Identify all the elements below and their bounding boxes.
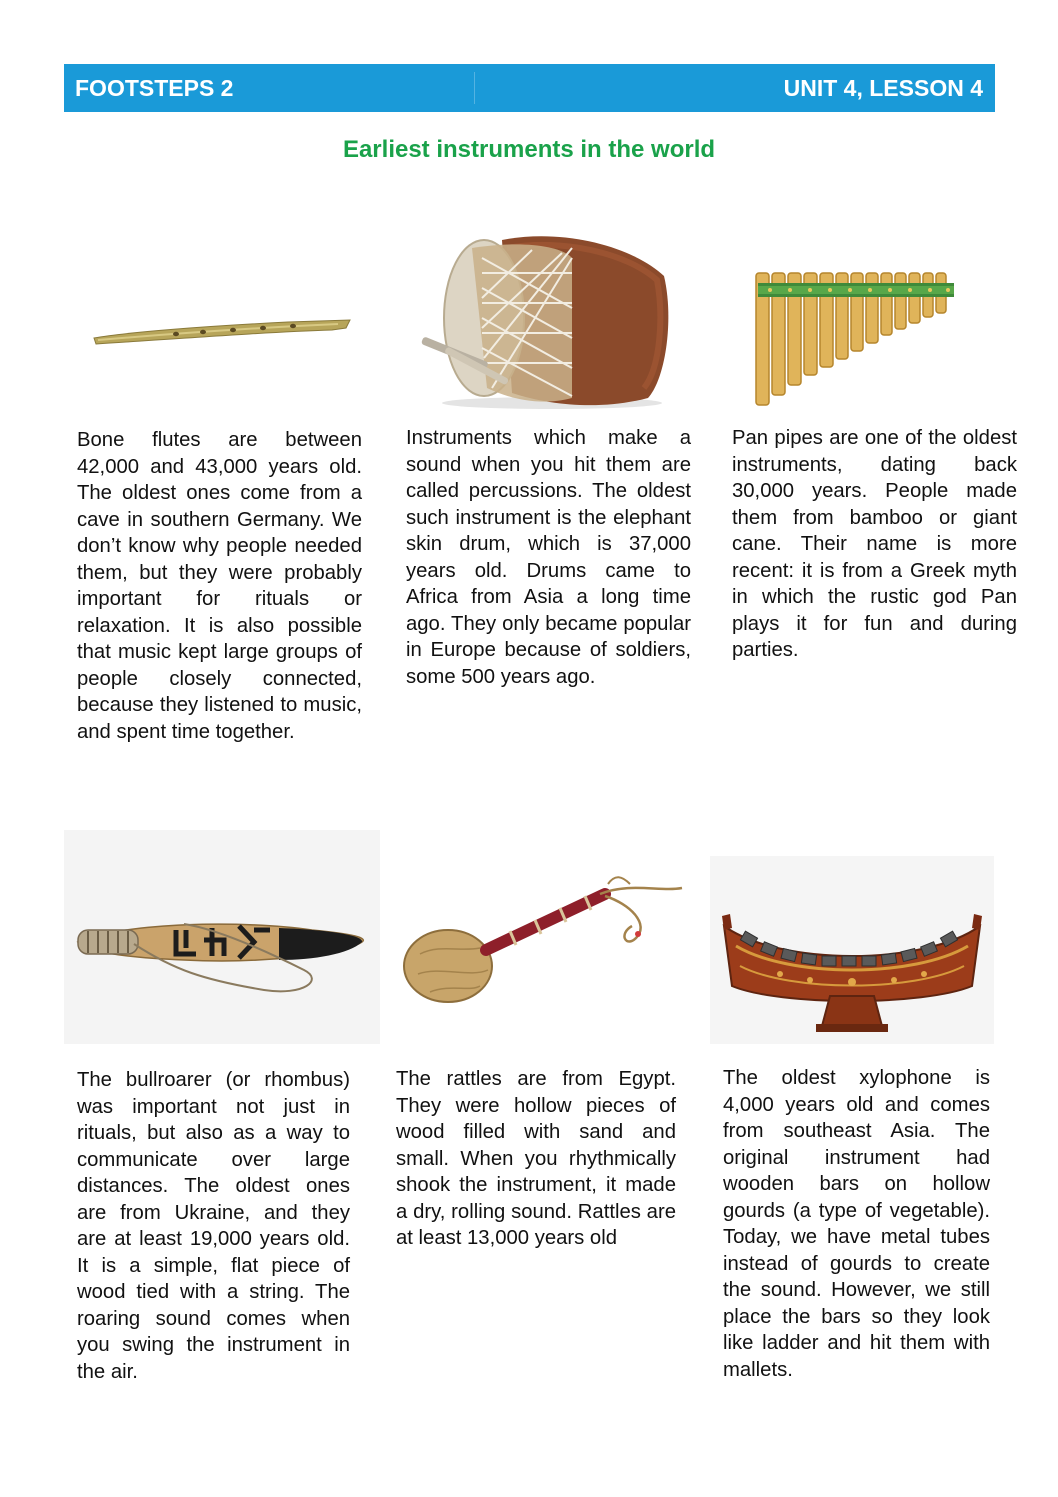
bone-flute-text: Bone flutes are between 42,000 and 43,000 years old. The oldest ones come from a cave in southern Germany. We don’t know why people needed them, but they were probably important for rituals or relaxation. It is also possible that music kept large groups of people closely connected, because they listened to music, and spent time together. <box>77 429 362 743</box>
header-course-title: FOOTSTEPS 2 <box>75 75 234 101</box>
pan-pipes-text: Pan pipes are one of the oldest instruments, dating back 30,000 years. People made them from bamboo or giant cane. Their name is more recent: it is from a Greek myth in which the rustic god Pan plays it for fun and during parties. <box>732 427 1017 661</box>
bullroarer-text: The bullroarer (or rhombus) was important not just in rituals, but also as a way to communicate over large distances. The oldest ones are from Ukraine, and they are at least 19,000 years old. It is a simple, flat piece of wood tied with a string. The roaring sound comes when you swing the instrument in the air. <box>77 1069 350 1383</box>
xylophone-text: The oldest xylophone is 4,000 years old and comes from southeast Asia. The original instrument had wooden bars on hollow gourds (a type of vegetable). Today, we have metal tubes instead of gourds to create the sound. However, we still place the bars so they look like ladder and hit them with mallets. <box>723 1067 990 1381</box>
elephant-skin-drum-text: Instruments which make a sound when you hit them are called percussions. The oldest such instrument is the elephant skin drum, which is 37,000 years old. Drums came to Africa from Asia a long time ago. They only became popular in Europe because of soldiers, some 500 years ago. <box>406 427 691 688</box>
header-bar <box>64 64 995 112</box>
xylophone-image <box>710 856 994 1044</box>
header-unit-lesson: UNIT 4, LESSON 4 <box>783 75 983 101</box>
rattle-text: The rattles are from Egypt. They were hollow pieces of wood filled with sand and small. When you rhythmically shook the instrument, it made a dry, rolling sound. Rattles are at least 13,000 years old <box>396 1068 676 1249</box>
bullroarer-image <box>64 830 380 1044</box>
bone-flute-image <box>88 310 358 350</box>
pan-pipes-image <box>750 265 962 407</box>
rattle-image <box>400 874 690 1014</box>
elephant-skin-drum-image <box>412 228 674 410</box>
page-title: Earliest instruments in the world <box>342 136 716 163</box>
header-divider <box>474 72 475 104</box>
